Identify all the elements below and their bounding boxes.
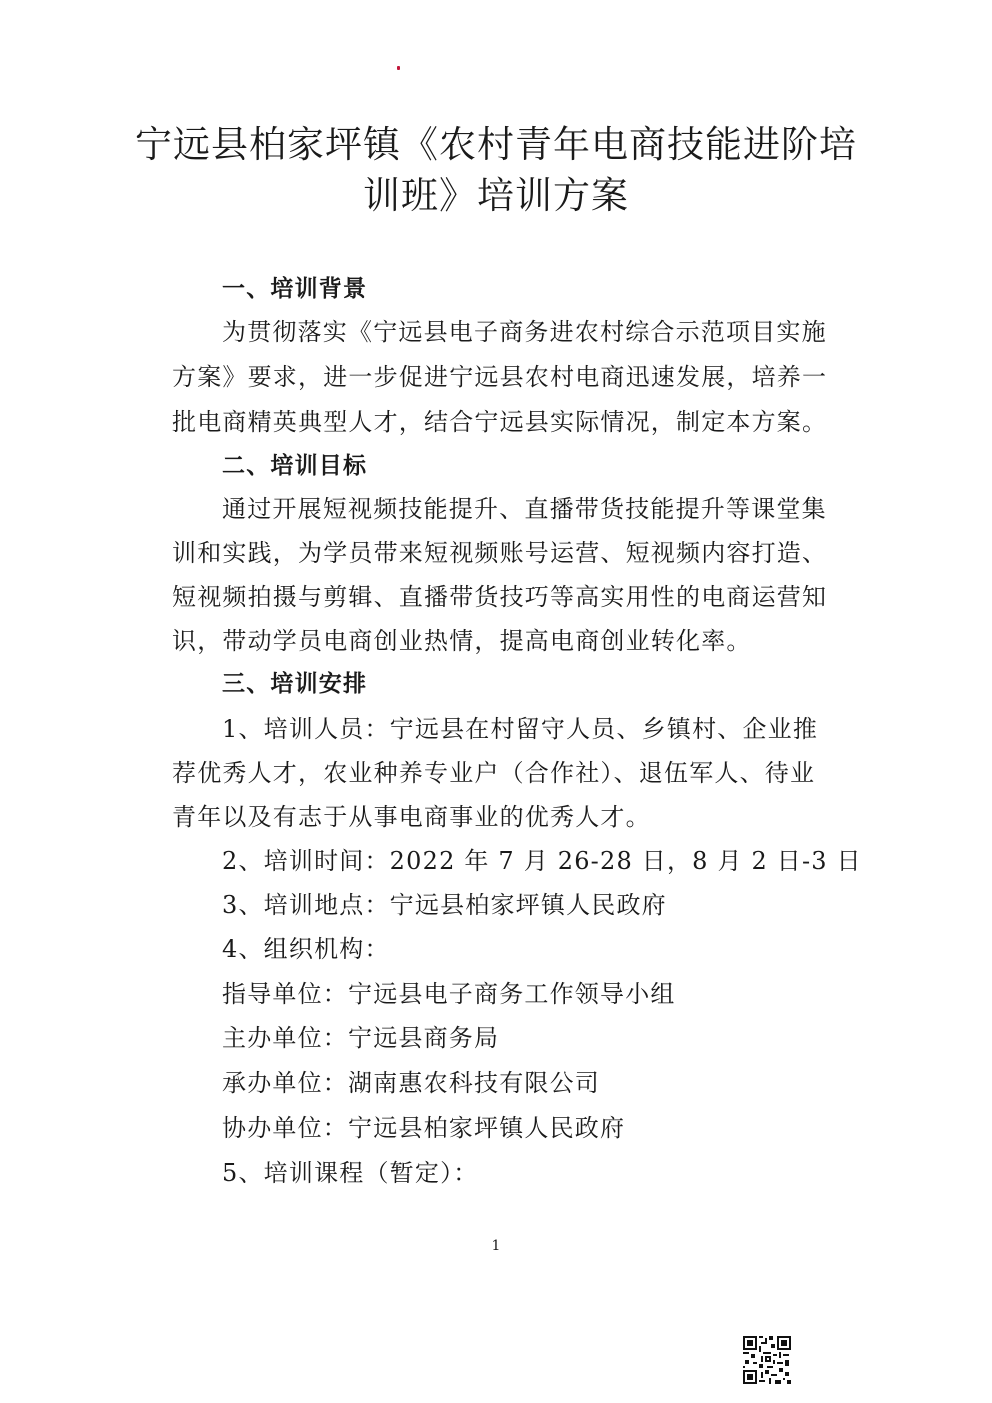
section-heading-background: 一、培训背景	[222, 276, 368, 302]
org-co-organizer-unit: 协办单位：宁远县柏家坪镇人民政府	[222, 1114, 626, 1142]
org-organizer-unit: 承办单位：湖南惠农科技有限公司	[222, 1069, 600, 1097]
page-number: 1	[491, 1238, 501, 1254]
paragraph-line: 通过开展短视频技能提升、直播带货技能提升等课堂集	[222, 495, 827, 523]
training-courses: 5、培训课程（暂定）：	[222, 1159, 479, 1187]
paragraph-line: 为贯彻落实《宁远县电子商务进农村综合示范项目实施	[222, 318, 827, 346]
paragraph-line: 荐优秀人才，农业种养专业户（合作社）、退伍军人、待业	[172, 759, 816, 787]
paragraph-line: 方案》要求，进一步促进宁远县农村电商迅速发展，培养一	[172, 363, 828, 391]
org-host-unit: 主办单位：宁远县商务局	[222, 1024, 500, 1052]
document-title-line-1: 宁远县柏家坪镇《农村青年电商技能进阶培	[135, 123, 857, 166]
section-heading-arrangement: 三、培训安排	[222, 671, 368, 697]
paragraph-line: 批电商精英典型人才，结合宁远县实际情况，制定本方案。	[172, 408, 828, 436]
red-mark	[397, 66, 400, 70]
organization-label: 4、组织机构：	[222, 935, 390, 963]
paragraph-line: 训和实践，为学员带来短视频账号运营、短视频内容打造、	[172, 539, 828, 567]
paragraph-line: 青年以及有志于从事电商事业的优秀人才。	[172, 803, 651, 831]
section-heading-objectives: 二、培训目标	[222, 453, 368, 479]
org-guiding-unit: 指导单位：宁远县电子商务工作领导小组	[222, 980, 676, 1008]
paragraph-line: 1、培训人员：宁远县在村留守人员、乡镇村、企业推	[222, 715, 819, 743]
qr-code-icon	[743, 1336, 791, 1384]
paragraph-line: 识，带动学员电商创业热情，提高电商创业转化率。	[172, 627, 752, 655]
training-time: 2、培训时间：2022 年 7 月 26-28 日，8 月 2 日-3 日	[222, 847, 862, 875]
paragraph-line: 短视频拍摄与剪辑、直播带货技巧等高实用性的电商运营知	[172, 583, 828, 611]
document-title-line-2: 训班》培训方案	[363, 174, 629, 217]
training-location: 3、培训地点：宁远县柏家坪镇人民政府	[222, 891, 667, 919]
